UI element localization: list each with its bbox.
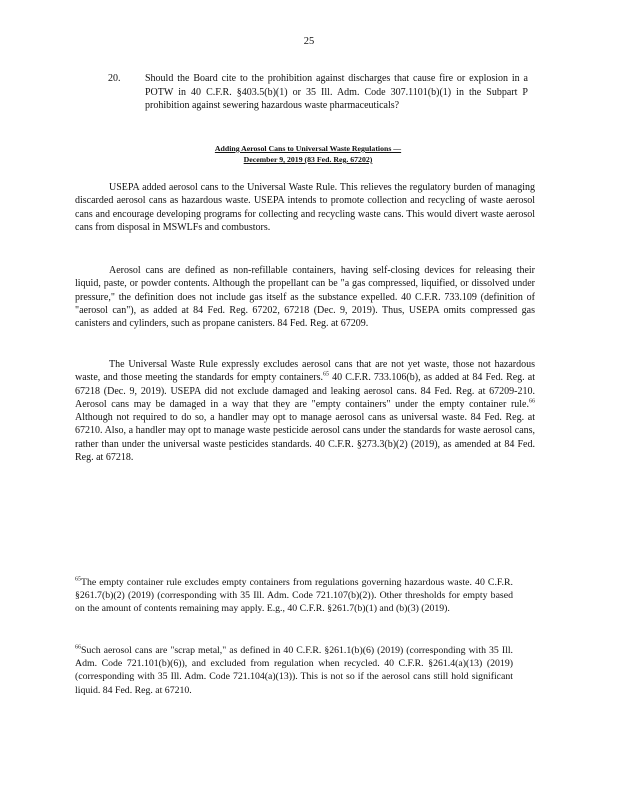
paragraph-3-text-a: The Universal Waste Rule expressly excludes aerosol cans that are not yet waste, those not hazardous waste, and those meeting the standards for empty containers. — [75, 359, 535, 384]
footnote-65 — [75, 576, 513, 616]
question-text: Should the Board cite to the prohibition against discharges that cause fire or explosion in a POTW in 40 C.F.R. §403.5(b)(1) or 35 Ill. Adm. Code 307.1101(b)(1) in the Subpart P prohibition against sewering hazardous waste pharmaceuticals? — [145, 73, 528, 111]
body-paragraph-1: USEPA added aerosol cans to the Universal Waste Rule. This relieves the regulatory burden of managing discarded aerosol cans as hazardous waste. USEPA intends to promote collection and recycling of waste aerosol cans and encourage developing programs for collecting and recycling waste cans. This would divert waste aerosol cans from disposal in MSWLFs and combustors. — [75, 182, 535, 233]
footnote-65-text: The empty container rule excludes empty containers from regulations governing hazardous waste. 40 C.F.R. §261.7(b)(2) (2019) (corresponding with 35 Ill. Adm. Code 721.107(b)(2)). Other thresholds for empty based on the amount of contents remaining may apply. E.g., 40 C.F.R. §261.7(b)(1) and (b)(3) (2019). — [75, 577, 513, 615]
body-paragraph-2: Aerosol cans are defined as non-refillable containers, having self-closing devices for releasing their liquid, paste, or powder contents. Although the propellant can be "a gas compressed, liquified, or dissolved under pressure," the definition does not include gas itself as the substance expelled. 40 C.F.R. 733.109 (definition of "aerosol can"), as added at 84 Fed. Reg. 67202, 67218 (Dec. 9, 2019). Thus, USEPA omits compressed gas canisters and cylinders, such as propane canisters. 84 Fed. Reg. at 67209. — [75, 265, 535, 330]
paragraph-3-text-c: Although not required to do so, a handler may opt to manage aerosol cans as universal waste. 84 Fed. Reg. at 67210. Also, a handler may opt to manage waste pesticide aerosol cans under the standards for waste aerosol cans, rather than under the universal waste pesticides standards. 40 C.F.R. §273.3(b)(2) (2019), as amended at 84 Fed. Reg. at 67218. — [75, 412, 535, 464]
question-number: 20. — [108, 73, 121, 84]
footnote-reference-65[interactable]: 65 — [323, 371, 330, 378]
paragraph-3-text-b: 40 C.F.R. 733.106(b), as added at 84 Fed. Reg. at 67218 (Dec. 9, 2019). USEPA did not exclude damaged and leaking aerosol cans. 84 Fed. Reg. at 67209-210. Aerosol cans may be damaged in a way that they are "empty containers" under the empty container rule. — [75, 372, 535, 410]
footnote-66 — [75, 644, 513, 697]
footnote-marker-66: 66 — [75, 644, 81, 651]
footnote-reference-66[interactable]: 66 — [529, 398, 535, 405]
question-block — [108, 72, 528, 113]
section-heading-line-2: December 9, 2019 (83 Fed. Reg. 67202) — [243, 155, 373, 164]
footnote-marker-65: 65 — [75, 576, 81, 583]
section-heading — [163, 143, 453, 165]
page-number: 25 — [303, 36, 315, 47]
section-heading-line-1: Adding Aerosol Cans to Universal Waste Regulations — — [214, 144, 402, 153]
footnote-66-text: Such aerosol cans are "scrap metal," as defined in 40 C.F.R. §261.1(b)(6) (2019) (corresponding with 35 Ill. Adm. Code 721.101(b)(6)), and excluded from regulation when recycled. 40 C.F.R. §261.4(a)(13) (2019) (corresponding with 35 Ill. Adm. Code 721.104(a)(13)). This is not so if the aerosol cans still hold significant liquid. 84 Fed. Reg. at 67210. — [75, 645, 513, 696]
body-paragraph-3 — [75, 358, 535, 464]
